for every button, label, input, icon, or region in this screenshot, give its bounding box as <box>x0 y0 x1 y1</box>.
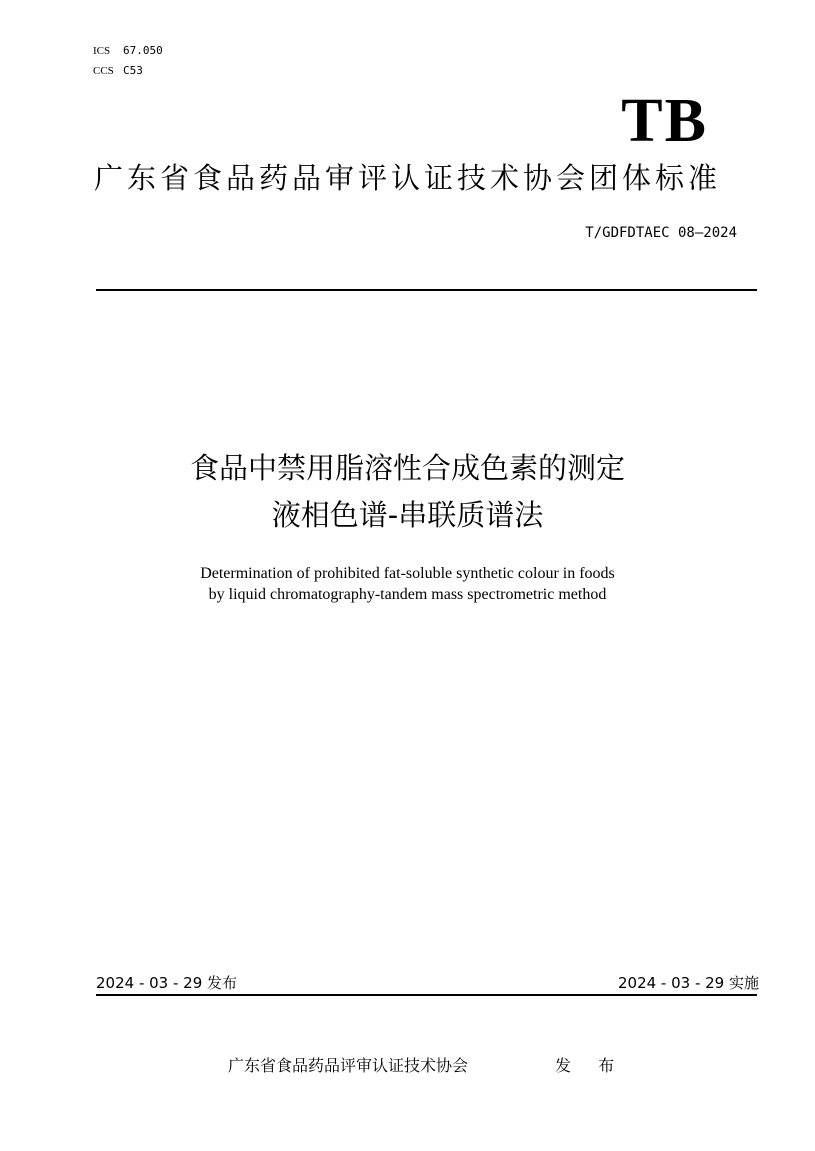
organization-standard-title: 广东省食品药品审评认证技术协会团体标准 <box>93 161 721 195</box>
ccs-value: C53 <box>123 64 143 77</box>
chinese-title-line1: 食品中禁用脂溶性合成色素的测定 <box>189 451 625 485</box>
top-divider <box>96 289 757 291</box>
issue-date: 2024 - 03 - 29 发布 <box>96 974 238 992</box>
classification-codes <box>93 41 163 81</box>
english-title <box>0 563 815 605</box>
ics-label: ICS <box>93 45 111 57</box>
issuing-organization: 广东省食品药品评审认证技术协会 <box>228 1056 469 1075</box>
standard-mark: TB <box>621 87 708 155</box>
ccs-line <box>93 61 163 81</box>
english-title-line2: by liquid chromatography-tandem mass spectrometric method <box>208 586 607 603</box>
chinese-title-line2: 液相色谱-串联质谱法 <box>271 498 544 532</box>
english-title-line1: Determination of prohibited fat-soluble synthetic colour in foods <box>200 565 615 582</box>
bottom-divider <box>96 994 757 996</box>
chinese-title <box>0 445 815 539</box>
implementation-date: 2024 - 03 - 29 实施 <box>617 974 759 992</box>
issue-label: 发 布 <box>555 1056 626 1075</box>
ics-value: 67.050 <box>123 44 163 57</box>
standard-number: T/GDFDTAEC 08—2024 <box>585 225 737 241</box>
ics-line <box>93 41 163 61</box>
ccs-label: CCS <box>93 65 114 77</box>
